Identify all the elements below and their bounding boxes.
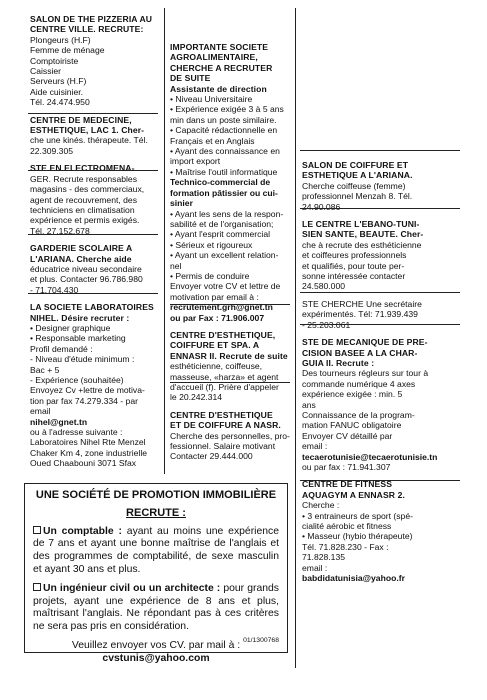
ad-line: Contacter 29.444.000 [170, 451, 253, 462]
ad-line: d'accueil (f). Prière d'appeler [170, 382, 279, 392]
ad-line[interactable]: babdidatunisia@yahoo.fr [302, 573, 405, 584]
col3-ad-1 [302, 219, 462, 292]
ad-line: Aide cuisinier. [30, 86, 84, 97]
ad-line: Laboratoires Nihel Rte Menzel [30, 437, 146, 448]
ad-line: ENNASR II. Recrute de suite [170, 350, 288, 361]
ad-line: • Ayant l'esprit commercial [170, 229, 271, 240]
ad-line: et plus. Contacter 96.786.980 [30, 274, 143, 285]
ad-line: - 25.203.061 [302, 319, 351, 330]
ad-line: Profil demandé : [30, 343, 93, 354]
ad-line: Technico-commercial de [170, 177, 271, 188]
ad-line: AQUAGYM A ENNASR 2. [302, 489, 405, 500]
col1-ad-0 [30, 14, 156, 108]
ad-line: STE EN ELECTROMENA- [30, 163, 135, 174]
ad-line: IMPORTANTE SOCIETE [170, 42, 269, 52]
ad-line: expérimentés. Tél: 71.939.439 [302, 309, 418, 320]
ad-line: • 3 entraineurs de sport (spé- [302, 510, 413, 521]
ad-line: email : [302, 562, 328, 573]
box-recrute: RECRUTE : [126, 506, 186, 519]
ad-line: mation FANUC obligatoire [302, 420, 402, 431]
column-right [302, 160, 462, 590]
rule [28, 234, 158, 235]
ad-line: che une kinés. thérapeute. Tél. [30, 135, 148, 146]
col2-ad-2 [170, 410, 288, 462]
ad-line: SIEN SANTE, BEAUTE. Cher- [302, 229, 424, 240]
ad-line: Des tourneurs régleurs sur tour à [302, 368, 429, 379]
ad-line: Envoyer votre CV et lettre de [170, 281, 281, 292]
rule [170, 382, 290, 383]
rule [300, 480, 460, 481]
col1-ad-2 [30, 163, 156, 236]
ad-line: ou à l'adresse suivante : [30, 427, 123, 438]
ad-line: agent de recouvrement, des [30, 194, 138, 205]
ad-line: CISION BASEE A LA CHAR- [302, 347, 418, 358]
ad-line: Envoyez Cv +lettre de motiva- [30, 385, 145, 396]
ad-line: Tél. 27.152.678 [30, 225, 90, 236]
ad-line[interactable]: nihel@gnet.tn [30, 416, 88, 427]
ad-line: Bac + 5 [30, 364, 60, 375]
ad-line: • Capacité rédactionnelle en [170, 125, 278, 136]
ad-line: Envoyer CV détaillé par [302, 430, 393, 441]
ad-line: nel [170, 260, 182, 271]
ad-line: GARDERIE SCOLAIRE A [30, 243, 133, 254]
ad-line: esthéticienne, coiffeuse, [170, 361, 263, 372]
ad-line: commande numérique 4 axes [302, 378, 416, 389]
ad-line: COIFFURE ET SPA. A [170, 340, 260, 351]
ad-line: - Expérience (souhaitée) [30, 375, 124, 385]
box-send-cv: Veuillez envoyer vos CV. par mail à : [71, 639, 241, 651]
col2-ad-0 [170, 42, 288, 323]
ad-line: • Niveau Universitaire [170, 94, 253, 105]
ad-line: Connaissance de la program- [302, 409, 415, 420]
real-estate-ad-box [24, 483, 288, 664]
ad-line: Français et en Anglais [170, 135, 255, 146]
ad-line: • Masseur (hybio thérapeute) [302, 531, 413, 542]
column-left [30, 14, 156, 476]
ad-line: éducatrice niveau secondaire [30, 263, 142, 274]
ad-line: et coiffeures professionnels [302, 250, 407, 261]
ad-line: ESTHETIQUE A L'ARIANA. [302, 170, 413, 181]
divider-left [164, 8, 165, 474]
divider-right [295, 8, 296, 668]
col3-ad-3 [302, 337, 462, 472]
ad-line: email [30, 406, 51, 417]
ad-line: cialité aérobic et fitness [302, 521, 392, 531]
ad-line: CENTRE D'ESTHETIQUE, [170, 329, 276, 340]
rule [300, 208, 460, 209]
ad-line: sinier [170, 198, 193, 209]
ad-line: email : [302, 441, 328, 452]
ad-line: • Maîtrise l'outil informatique [170, 166, 278, 177]
rule [28, 293, 158, 294]
col1-ad-3 [30, 243, 156, 295]
ad-line: Cherche : [302, 500, 340, 511]
ad-line: - Niveau d'étude minimum : [30, 354, 135, 365]
ad-line[interactable]: tecaerotunisie@tecaerotunisie.tn [302, 451, 438, 462]
ad-line: GER. Recrute responsables [30, 173, 137, 184]
rule [28, 113, 158, 114]
ad-line: le 20.242.314 [170, 392, 223, 403]
ad-line: tion par fax 74.279.334 - par [30, 395, 138, 406]
ad-line: CHERCHE A RECRUTER [170, 62, 273, 73]
col3-ad-2 [302, 299, 462, 330]
ad-line: Chaker Km 4, zone industrielle [30, 447, 148, 458]
col1-ad-1 [30, 115, 156, 157]
ad-line: fessionnel. Salaire motivant [170, 441, 276, 452]
ad-line: import export [170, 156, 221, 167]
rule [300, 150, 460, 151]
box-reference: 01/1300768 [243, 637, 279, 645]
ad-line: masseuse, «harza» et agent [170, 371, 279, 382]
ad-line: SALON DE COIFFURE ET [302, 160, 409, 170]
box-email[interactable]: cvstunis@yahoo.com [102, 652, 210, 664]
ad-line: ans [302, 399, 316, 410]
ad-line: 71.828.135 [302, 552, 346, 563]
bullet-square-icon [33, 526, 41, 534]
ad-line: • Ayant les sens de la respon- [170, 208, 284, 219]
ad-line: • Permis de conduire [170, 270, 250, 281]
ad-line: STE DE MECANIQUE DE PRE- [302, 337, 428, 348]
ad-line: 24.580.000 [302, 281, 346, 292]
ad-line: • Ayant un excellent relation- [170, 250, 279, 261]
ad-line: Assistante de direction [170, 83, 267, 94]
box-paragraph-engineer: Un ingénieur civil ou un architecte : pour grands projets, ayant une expérience de 8 ans et plus, maîtrisant l'anglais. Ne répondant pas à ces critères ne sera pas pris en considération. [33, 582, 279, 633]
ad-line: • Designer graphique [30, 322, 111, 333]
ad-line: CENTRE VILLE. RECRUTE: [30, 24, 144, 35]
ad-line: DE SUITE [170, 73, 211, 84]
ad-line: CENTRE D'ESTHETIQUE [170, 409, 273, 420]
ad-line: expérience et permis exigés. [30, 215, 140, 226]
ad-line: • Ayant des connaissance en [170, 146, 280, 157]
column-middle [170, 42, 288, 469]
ad-line: magasins - des commerciaux, [30, 184, 145, 195]
ad-line: formation pâtissier ou cui- [170, 187, 278, 198]
ad-line: techniciens en climatisation [30, 204, 135, 215]
ad-line: che à recrute des esthéticienne [302, 239, 422, 250]
ad-line: GUIA II. Recrute : [302, 357, 375, 368]
col3-ad-4 [302, 479, 462, 583]
ad-line: Serveurs (H.F) [30, 76, 87, 87]
ad-line: professionnel Menzah 8. Tél. [302, 191, 413, 202]
ad-line: • Expérience exigée 3 à 5 ans [170, 104, 284, 115]
ad-line: Cherche des personnelles, pro- [170, 430, 290, 441]
ad-line: expérience exigée : min. 5 [302, 389, 403, 400]
ad-line: ET DE COIFFURE A NASR. [170, 420, 281, 431]
ad-line: STE CHERCHE Une secrétaire [302, 298, 422, 309]
ad-line: et qualifiés, pour toute per- [302, 260, 405, 271]
ad-line: Tél. 24.474.950 [30, 97, 90, 108]
ad-line: Plongeurs (H.F) [30, 34, 91, 45]
ad-line: sonne intéressée contacter [302, 271, 406, 282]
col1-ad-4 [30, 302, 156, 469]
col2-ad-1 [170, 330, 288, 403]
rule [28, 170, 158, 171]
ad-line[interactable]: recrutement.grh@gnet.tn [170, 302, 273, 313]
ad-line: • Responsable marketing [30, 333, 126, 344]
ad-line: NIHEL. Désire recruter : [30, 312, 130, 323]
ad-line: Cherche coiffeuse (femme) [302, 180, 406, 191]
rule [170, 304, 290, 305]
ad-line: Oued Chaabouni 3071 Sfax [30, 458, 137, 469]
ad-line: - 71.704.430 [30, 284, 79, 295]
ad-line: CENTRE DE MEDECINE, [30, 114, 132, 125]
ad-line: ou par fax : 71.941.307 [302, 461, 391, 472]
ad-line: LA SOCIETE LABORATOIRES [30, 302, 154, 313]
ad-line: sabilité et de l'organisation; [170, 218, 274, 229]
ad-line: LE CENTRE L'EBANO-TUNI- [302, 219, 420, 230]
ad-line: Comptoiriste [30, 55, 79, 66]
ad-line: CENTRE DE FITNESS [302, 479, 393, 490]
ad-line: SALON DE THE PIZZERIA AU [30, 14, 153, 24]
rule [300, 324, 460, 325]
col3-ad-0 [302, 160, 462, 212]
bullet-square-icon [33, 583, 41, 591]
ad-line: AGROALIMENTAIRE, [170, 52, 258, 63]
ad-line: L'ARIANA. Cherche aide [30, 253, 132, 264]
ad-line: • Sérieux et rigoureux [170, 239, 253, 250]
ad-line: 24.90.086 [302, 201, 341, 212]
ad-line: Caissier [30, 66, 62, 77]
box-paragraph-accountant: Un comptable : ayant au moins une expérience de 7 ans et ayant une bonne maîtrise de l'anglais et des programmes de comptabilité, de sexe masculin et ayant 30 ans et plus. [33, 525, 279, 575]
ad-line: 22.309.305 [30, 145, 74, 156]
ad-line: Femme de ménage [30, 45, 105, 56]
ad-line: min dans un poste similaire. [170, 114, 277, 125]
rule [300, 292, 460, 293]
ad-line: ESTHETIQUE, LAC 1. Cher- [30, 125, 145, 136]
ad-line: ou par Fax : 71.906.007 [170, 312, 265, 323]
box-title: UNE SOCIÉTÉ DE PROMOTION IMMOBILIÈRE [35, 489, 277, 501]
ad-line: Tél. 71.828.230 - Fax : [302, 541, 389, 552]
ad-line: motivation par email à : [170, 291, 259, 302]
